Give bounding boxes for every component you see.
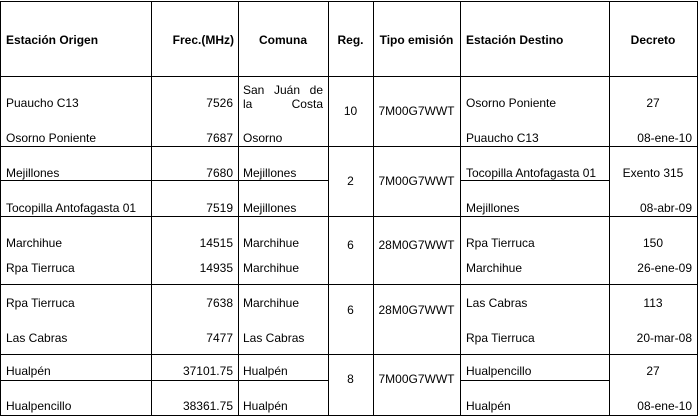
table-cell-origin: Osorno Poniente xyxy=(6,131,97,145)
header-reg: Reg. xyxy=(337,33,364,47)
table-cell-comuna: Hualpén xyxy=(243,399,288,413)
table-cell-freq: 7526 xyxy=(206,96,233,110)
table-cell-comuna: Las Cabras xyxy=(243,331,305,345)
table-cell-freq: 7638 xyxy=(206,296,233,310)
table-cell-destination: Osorno Poniente xyxy=(466,96,557,110)
table-cell-destination: Puaucho C13 xyxy=(466,131,539,145)
table-cell-freq: 7680 xyxy=(206,166,233,180)
table-cell-origin: Rpa Tierruca xyxy=(6,261,75,275)
table-cell-origin: Mejillones xyxy=(6,166,60,180)
table-cell-emission: 7M00G7WWT xyxy=(378,104,455,118)
table-cell-destination: Mejillones xyxy=(466,201,520,215)
table-cell-comuna: Marchihue xyxy=(243,261,300,275)
table-cell-comuna: Mejillones xyxy=(243,201,297,215)
table-cell-freq: 7687 xyxy=(206,131,233,145)
table-cell-freq: 38361.75 xyxy=(182,399,233,413)
table-cell-origin: Puaucho C13 xyxy=(6,96,79,110)
table-cell-reg: 10 xyxy=(343,104,358,118)
table-cell-reg: 2 xyxy=(347,174,354,188)
table-cell-decree: 08-abr-09 xyxy=(639,201,692,215)
table-cell-comuna: Osorno xyxy=(243,131,283,145)
table-cell-origin: Rpa Tierruca xyxy=(6,296,75,310)
table-cell-emission: 28M0G7WWT xyxy=(378,238,455,252)
table-cell-destination: Rpa Tierruca xyxy=(466,331,535,345)
table-cell-origin: Marchihue xyxy=(6,236,63,250)
table-cell-destination: Marchihue xyxy=(466,261,523,275)
table-cell-decree: 113 xyxy=(643,296,663,310)
table-cell-destination: Rpa Tierruca xyxy=(466,236,535,250)
table-cell-freq: 37101.75 xyxy=(182,364,233,378)
table-cell-decree: Exento 315 xyxy=(622,166,684,180)
table-cell-comuna: Hualpén xyxy=(243,364,288,378)
table-cell-decree: 27 xyxy=(646,96,660,110)
table-cell-comuna: San Juán de la Costa xyxy=(243,83,323,111)
header-origin: Estación Origen xyxy=(6,33,99,47)
table-cell-comuna: Marchihue xyxy=(243,296,300,310)
table-cell-origin: Tocopilla Antofagasta 01 xyxy=(6,201,137,215)
table-cell-emission: 7M00G7WWT xyxy=(378,372,455,386)
table-cell-decree: 08-ene-10 xyxy=(637,131,692,145)
table-cell-origin: Hualpén xyxy=(6,364,51,378)
table-cell-reg: 6 xyxy=(347,238,354,252)
table-cell-emission: 28M0G7WWT xyxy=(378,303,455,317)
table-cell-decree: 27 xyxy=(646,364,660,378)
table-cell-destination: Hualpén xyxy=(466,399,511,413)
table-cell-origin: Hualpencillo xyxy=(6,399,72,413)
table-cell-destination: Hualpencillo xyxy=(466,364,532,378)
table-cell-emission: 7M00G7WWT xyxy=(378,174,455,188)
table-cell-destination: Tocopilla Antofagasta 01 xyxy=(466,166,597,180)
table-cell-decree: 20-mar-08 xyxy=(636,331,692,345)
header-destination: Estación Destino xyxy=(466,33,564,47)
header-decree: Decreto xyxy=(630,33,676,47)
table-cell-freq: 14935 xyxy=(199,261,233,275)
header-freq: Frec.(MHz) xyxy=(172,33,234,47)
table-cell-reg: 8 xyxy=(347,372,354,386)
table-cell-decree: 26-ene-09 xyxy=(637,261,692,275)
table-cell-freq: 7477 xyxy=(206,331,233,345)
table-cell-reg: 6 xyxy=(347,303,354,317)
table-cell-destination: Las Cabras xyxy=(466,296,528,310)
header-comuna: Comuna xyxy=(259,33,307,47)
header-emission: Tipo emisión xyxy=(379,33,454,47)
table-cell-comuna: Mejillones xyxy=(243,166,297,180)
table-cell-freq: 14515 xyxy=(199,236,233,250)
table-cell-comuna: Marchihue xyxy=(243,236,300,250)
table-cell-decree: 08-ene-10 xyxy=(637,399,692,413)
table-cell-decree: 150 xyxy=(642,236,664,250)
table-cell-freq: 7519 xyxy=(206,201,233,215)
table-cell-origin: Las Cabras xyxy=(6,331,68,345)
